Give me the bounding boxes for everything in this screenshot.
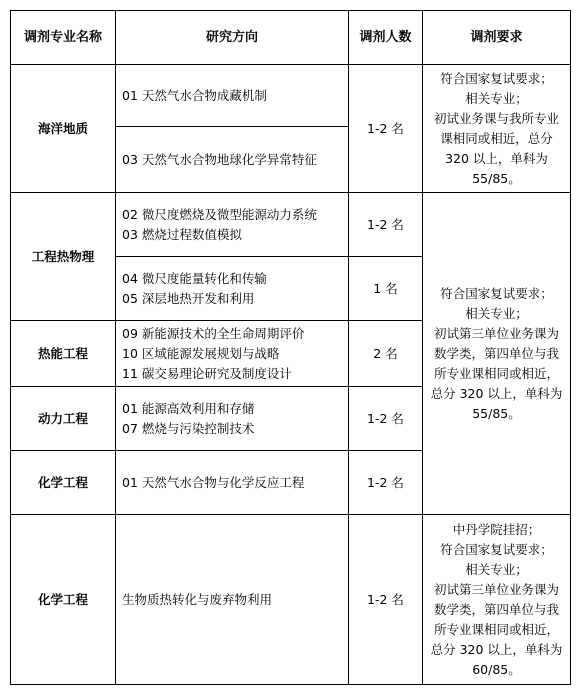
major-cell: 化学工程 [11,451,116,515]
header-count: 调剂人数 [349,11,423,65]
count-cell: 1-2 名 [349,515,423,685]
direction-line: 02 微尺度燃烧及微型能源动力系统 [122,206,317,222]
count-cell: 1-2 名 [349,65,423,193]
count-cell: 1 名 [349,257,423,321]
direction-line: 07 燃烧与污染控制技术 [122,420,255,436]
requirement-cell [423,193,571,515]
requirement-cell [423,65,571,193]
table-row [11,65,571,127]
direction-line: 05 深层地热开发和利用 [122,290,255,306]
requirement-line: 总分 320 以上，单科为 [430,641,563,657]
major-cell: 工程热物理 [11,193,116,321]
direction-line: 11 碳交易理论研究及制度设计 [122,365,292,381]
direction-line: 01 天然气水合物成藏机制 [122,87,267,103]
requirement-line: 数学类，第四单位与我 [433,601,559,617]
count-cell: 2 名 [349,321,423,387]
requirement-line: 课相同或相近，总分 [440,130,553,146]
direction-cell [116,127,349,193]
direction-line: 09 新能源技术的全生命周期评价 [122,325,305,341]
header-requirement: 调剂要求 [423,11,571,65]
direction-cell [116,451,349,515]
major-cell: 热能工程 [11,321,116,387]
requirement-line: 相关专业； [465,561,528,577]
count-cell: 1-2 名 [349,193,423,257]
direction-cell [116,65,349,127]
count-cell: 1-2 名 [349,451,423,515]
major-cell: 动力工程 [11,387,116,451]
requirement-line: 符合国家复试要求； [440,285,553,301]
direction-cell [116,515,349,685]
major-cell: 化学工程 [11,515,116,685]
direction-cell [116,387,349,451]
direction-cell [116,257,349,321]
requirement-line: 数学类，第四单位与我 [433,345,559,361]
adjustment-table-wrapper [10,10,571,685]
direction-cell [116,321,349,387]
count-cell: 1-2 名 [349,387,423,451]
table-row [11,193,571,257]
direction-line: 10 区域能源发展规划与战略 [122,345,280,361]
requirement-line: 55/85。 [472,405,521,421]
header-row [11,11,571,65]
direction-line: 01 天然气水合物与化学反应工程 [122,474,305,490]
requirement-line: 符合国家复试要求； [440,70,553,86]
requirement-cell [423,515,571,685]
direction-line: 03 燃烧过程数值模拟 [122,226,242,242]
requirement-line: 相关专业； [465,305,528,321]
requirement-line: 初试第三单位业务课为 [433,581,559,597]
major-cell: 海洋地质 [11,65,116,193]
requirement-line: 相关专业； [465,90,528,106]
requirement-line: 符合国家复试要求； [440,541,553,557]
requirement-line: 初试第三单位业务课为 [433,325,559,341]
requirement-line: 60/85。 [472,661,521,677]
table-row [11,515,571,685]
header-direction: 研究方向 [116,11,349,65]
requirement-line: 320 以上，单科为 55/85。 [445,150,548,186]
requirement-line: 总分 320 以上，单科为 [430,385,563,401]
header-major: 调剂专业名称 [11,11,116,65]
requirement-line: 初试业务课与我所专业 [433,110,559,126]
direction-line: 生物质热转化与废弃物利用 [122,591,273,607]
adjustment-table [10,10,571,685]
direction-line: 03 天然气水合物地球化学异常特征 [122,151,317,167]
requirement-line: 中丹学院挂招； [452,521,541,537]
direction-line: 04 微尺度能量转化和传输 [122,270,267,286]
direction-cell [116,193,349,257]
direction-line: 01 能源高效利用和存储 [122,400,255,416]
requirement-line: 所专业课相同或相近， [433,365,559,381]
requirement-line: 所专业课相同或相近， [433,621,559,637]
